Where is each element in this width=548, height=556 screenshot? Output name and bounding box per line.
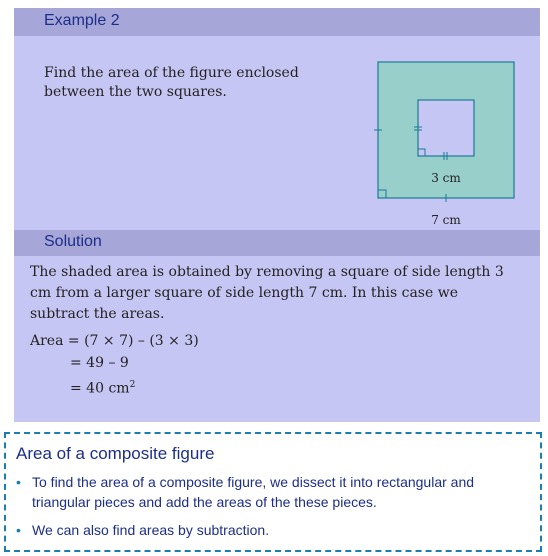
summary-bullet-item xyxy=(16,472,526,512)
calc-line-2 xyxy=(30,352,199,374)
bullet-icon: • xyxy=(16,474,21,490)
solution-text: The shaded area is obtained by removing a square of side length 3 cm from a larger square of side length 7 cm. In this case we subtract the areas. xyxy=(30,264,504,322)
calc-step-3: = 40 cm xyxy=(70,380,130,397)
bullet-icon: • xyxy=(16,522,21,538)
calc-step-1: = (7 × 7) – (3 × 3) xyxy=(67,333,199,349)
calc-line-3 xyxy=(30,374,199,396)
calc-line-1 xyxy=(30,330,199,352)
two-squares-figure xyxy=(364,58,524,238)
example-header xyxy=(14,8,540,36)
summary-title: Area of a composite figure xyxy=(16,444,215,463)
inner-side-label: 3 cm xyxy=(431,171,461,185)
problem-text: Find the area of the figure enclosed between the two squares. xyxy=(44,65,299,100)
example-title: Example 2 xyxy=(44,12,120,29)
solution-header xyxy=(14,230,540,256)
solution-title: Solution xyxy=(44,233,102,250)
calc-superscript: 2 xyxy=(129,380,136,390)
inner-square xyxy=(418,100,474,156)
calc-area-label: Area xyxy=(30,333,64,349)
summary-bullet-text: We can also find areas by subtraction. xyxy=(32,522,270,538)
area-calculation xyxy=(30,330,199,396)
outer-side-label: 7 cm xyxy=(431,213,461,227)
summary-bullet-text: To find the area of a composite figure, we dissect it into rectangular and triangular pieces and add the areas of the these pieces. xyxy=(32,474,475,510)
calc-step-2: = 49 – 9 xyxy=(70,355,129,371)
summary-list xyxy=(16,472,526,548)
summary-box xyxy=(4,432,542,552)
summary-bullet-item xyxy=(16,520,526,540)
